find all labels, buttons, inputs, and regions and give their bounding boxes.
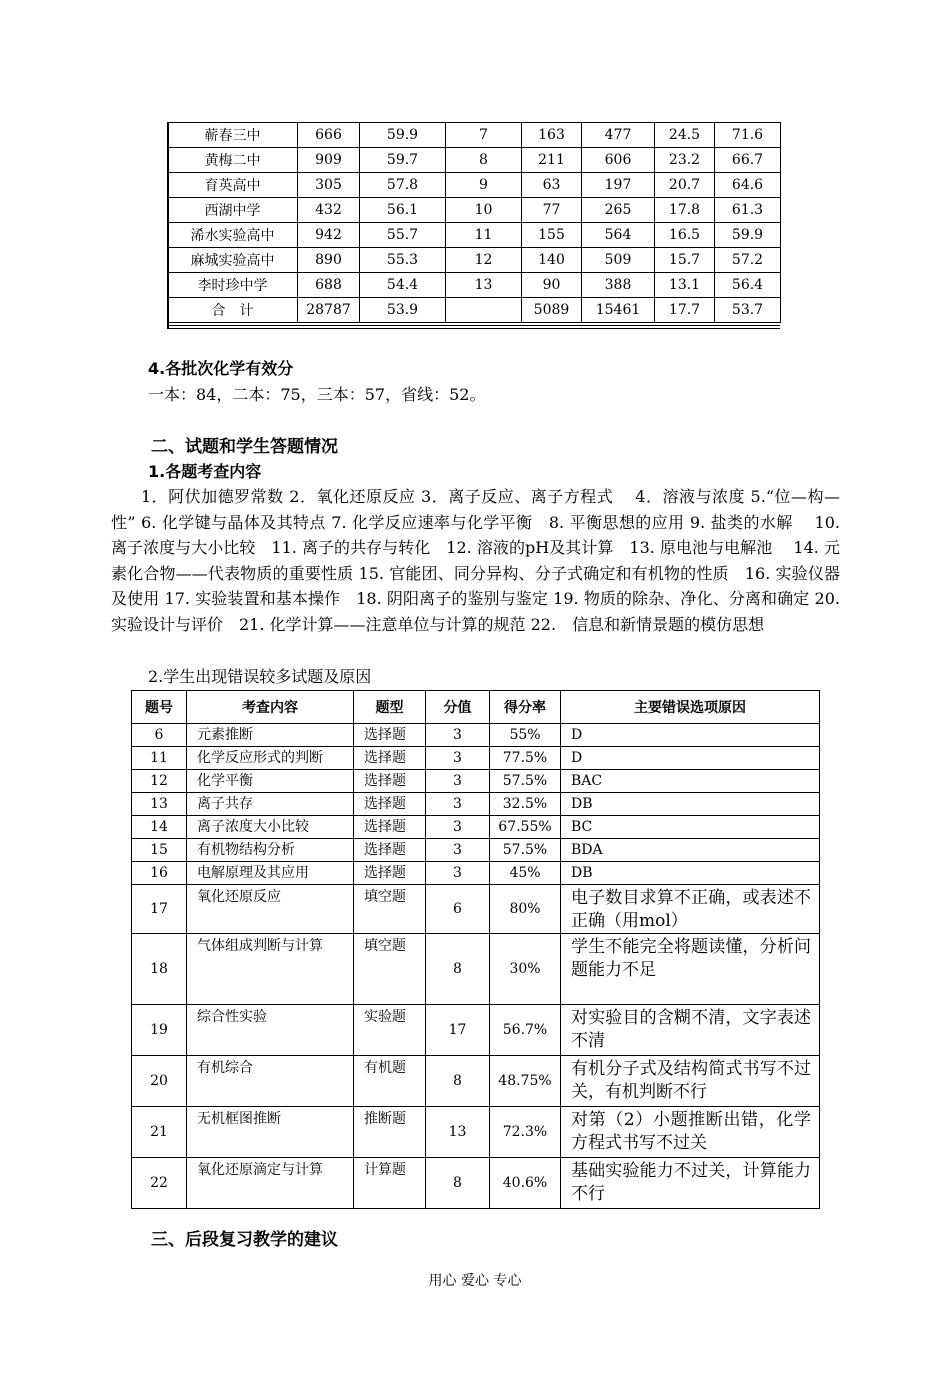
table-cell: 离子浓度大小比较 (187, 816, 354, 839)
table-cell: 学生不能完全将题读懂，分析问题能力不足 (561, 934, 820, 1005)
table-cell: 蕲春三中 (168, 123, 298, 148)
table-cell: 80% (490, 885, 561, 934)
table-cell: 6 (426, 885, 490, 934)
table-cell: 5089 (522, 298, 582, 323)
table-cell: 163 (522, 123, 582, 148)
table-row (132, 839, 820, 862)
table-cell: 8 (426, 934, 490, 1005)
table-cell: BAC (561, 770, 820, 793)
table-row (132, 770, 820, 793)
table-cell: 666 (298, 123, 360, 148)
table-cell: 选择题 (354, 862, 426, 885)
table-cell: 西湖中学 (168, 198, 298, 223)
table-cell: 实验题 (354, 1005, 426, 1056)
table-cell: 13 (446, 273, 522, 298)
table-cell: 942 (298, 223, 360, 248)
section-three-heading: 三、后段复习教学的建议 (151, 1230, 338, 1250)
table-cell: 140 (522, 248, 582, 273)
table-cell: 15 (132, 839, 187, 862)
table-cell: D (561, 747, 820, 770)
table-row (168, 123, 781, 148)
table-cell: 53.7 (715, 298, 781, 323)
table-cell: 综合性实验 (187, 1005, 354, 1056)
table-cell: 54.4 (360, 273, 446, 298)
table-cell: 8 (446, 148, 522, 173)
table-cell: 化学反应形式的判断 (187, 747, 354, 770)
table-cell: DB (561, 793, 820, 816)
table-cell: 8 (426, 1158, 490, 1209)
table-cell: 17.7 (655, 298, 715, 323)
table-cell: 63 (522, 173, 582, 198)
table-cell: 477 (582, 123, 655, 148)
table-cell: 90 (522, 273, 582, 298)
table-row (168, 248, 781, 273)
table-cell: 890 (298, 248, 360, 273)
score-table (167, 122, 781, 323)
table-cell: 基础实验能力不过关，计算能力不行 (561, 1158, 820, 1209)
table-cell: 3 (426, 724, 490, 747)
table-cell: 77.5% (490, 747, 561, 770)
table-cell: 57.5% (490, 839, 561, 862)
table-cell: 305 (298, 173, 360, 198)
table-cell: 28787 (298, 298, 360, 323)
table-row (132, 793, 820, 816)
table-cell: 李时珍中学 (168, 273, 298, 298)
table-cell: 57.5% (490, 770, 561, 793)
table-cell: 55.7 (360, 223, 446, 248)
table-cell: 59.7 (360, 148, 446, 173)
table-cell: 17.8 (655, 198, 715, 223)
table-cell: 选择题 (354, 793, 426, 816)
header-rate: 得分率 (490, 691, 561, 724)
header-reason: 主要错误选项原因 (561, 691, 820, 724)
table-cell: 氧化还原反应 (187, 885, 354, 934)
topics-paragraph: 1．阿伏加德罗常数 2．氧化还原反应 3．离子反应、离子方程式 4．溶液与浓度 5.“位—构—性” 6. 化学键与晶体及其特点 7. 化学反应速率与化学平衡 8. 平衡思想的应用 9. 盐类的水解 10. 离子浓度与大小比较 11. 离子的共存与转化 12. 溶液的pH及其计算 13. 原电池与电解池 14. 元素化合物——代表物质的重要性质 15. 官能团、同分异构、分子式确定和有机物的性质 16. 实验仪器及使用 17. 实验装置和基本操作 18. 阴阳离子的鉴别与鉴定 19. 物质的除杂、净化、分离和确定 20. 实验设计与评价 21. 化学计算——注意单位与计算的规范 22. 信息和新情景题的模仿思想 (111, 487, 840, 634)
header-content: 考查内容 (187, 691, 354, 724)
table-row (132, 724, 820, 747)
table-cell: 21 (132, 1107, 187, 1158)
table-row (132, 747, 820, 770)
table-row (168, 223, 781, 248)
table-cell: 11 (446, 223, 522, 248)
table-cell: 3 (426, 793, 490, 816)
table-cell: 56.7% (490, 1005, 561, 1056)
table-cell: 606 (582, 148, 655, 173)
table-cell: 有机分子式及结构简式书写不过关，有机判断不行 (561, 1056, 820, 1107)
table-cell: 432 (298, 198, 360, 223)
table-cell: 55% (490, 724, 561, 747)
table-cell: 电子数目求算不正确，或表述不正确（用mol） (561, 885, 820, 934)
table-cell: 黄梅二中 (168, 148, 298, 173)
section-two-sub1: 1.各题考查内容 (148, 462, 262, 481)
table-row (132, 1158, 820, 1209)
table-row (132, 885, 820, 934)
table-cell: 24.5 (655, 123, 715, 148)
table-cell: 3 (426, 747, 490, 770)
table-cell: 388 (582, 273, 655, 298)
table-cell: 选择题 (354, 816, 426, 839)
table-cell: 64.6 (715, 173, 781, 198)
table-cell: 计算题 (354, 1158, 426, 1209)
table-cell: 77 (522, 198, 582, 223)
table-cell: 13 (132, 793, 187, 816)
table-row (132, 1056, 820, 1107)
table-cell: 20 (132, 1056, 187, 1107)
table-cell: 13.1 (655, 273, 715, 298)
table-cell: 66.7 (715, 148, 781, 173)
table-cell: 19 (132, 1005, 187, 1056)
table-cell: 40.6% (490, 1158, 561, 1209)
table-cell: 45% (490, 862, 561, 885)
table-cell: 化学平衡 (187, 770, 354, 793)
table-cell: 3 (426, 816, 490, 839)
header-points: 分值 (426, 691, 490, 724)
table-cell: 8 (426, 1056, 490, 1107)
table-cell: 离子共存 (187, 793, 354, 816)
table-row (168, 148, 781, 173)
table-cell: 48.75% (490, 1056, 561, 1107)
table-cell: 265 (582, 198, 655, 223)
table-cell: 有机综合 (187, 1056, 354, 1107)
table-cell: 909 (298, 148, 360, 173)
score-table-frame-bottom (167, 325, 780, 329)
table-cell: 麻城实验高中 (168, 248, 298, 273)
table-cell: 6 (132, 724, 187, 747)
table-cell: 509 (582, 248, 655, 273)
table-cell: 57.2 (715, 248, 781, 273)
table-row (132, 934, 820, 1005)
header-number: 题号 (132, 691, 187, 724)
table-cell: 14 (132, 816, 187, 839)
error-table (131, 690, 820, 1209)
table-cell: 67.55% (490, 816, 561, 839)
table-cell: 11 (132, 747, 187, 770)
table-cell: 155 (522, 223, 582, 248)
table-cell: 20.7 (655, 173, 715, 198)
table-cell: 合 计 (168, 298, 298, 323)
table-cell: DB (561, 862, 820, 885)
table-cell: 18 (132, 934, 187, 1005)
table-cell: 211 (522, 148, 582, 173)
table-cell: 197 (582, 173, 655, 198)
table-cell: 3 (426, 770, 490, 793)
table-cell (446, 298, 522, 323)
table-cell: 23.2 (655, 148, 715, 173)
table-cell: 53.9 (360, 298, 446, 323)
table-cell: 3 (426, 839, 490, 862)
table-cell: 13 (426, 1107, 490, 1158)
table-cell: 72.3% (490, 1107, 561, 1158)
table-cell: 有机题 (354, 1056, 426, 1107)
table-cell: 61.3 (715, 198, 781, 223)
table-cell: 16.5 (655, 223, 715, 248)
table-cell: 564 (582, 223, 655, 248)
page-footer: 用心 爱心 专心 (428, 1273, 522, 1289)
table-cell: 元素推断 (187, 724, 354, 747)
section4-text: 一本：84，二本：75，三本：57，省线：52。 (148, 385, 486, 404)
section4-heading: 4.各批次化学有效分 (148, 359, 294, 378)
table-cell: 15.7 (655, 248, 715, 273)
table-cell: 选择题 (354, 770, 426, 793)
table-cell: 选择题 (354, 839, 426, 862)
table-row (132, 1107, 820, 1158)
table-cell: 30% (490, 934, 561, 1005)
table-cell: 填空题 (354, 934, 426, 1005)
table-cell: 55.3 (360, 248, 446, 273)
table-row (132, 862, 820, 885)
table-cell: 选择题 (354, 747, 426, 770)
table-cell: 688 (298, 273, 360, 298)
table-cell: 对实验目的含糊不清，文字表述不清 (561, 1005, 820, 1056)
table-cell: 选择题 (354, 724, 426, 747)
table-row (168, 198, 781, 223)
table-cell: 32.5% (490, 793, 561, 816)
table-cell: 56.1 (360, 198, 446, 223)
table-cell: 无机框图推断 (187, 1107, 354, 1158)
table-cell: 59.9 (360, 123, 446, 148)
table-cell: 填空题 (354, 885, 426, 934)
table-cell: 17 (426, 1005, 490, 1056)
table-cell: 气体组成判断与计算 (187, 934, 354, 1005)
table-cell: BDA (561, 839, 820, 862)
table-cell: 推断题 (354, 1107, 426, 1158)
table-cell: 12 (132, 770, 187, 793)
table-cell: 电解原理及其应用 (187, 862, 354, 885)
table-cell: 15461 (582, 298, 655, 323)
table-cell: BC (561, 816, 820, 839)
table-row (168, 298, 781, 323)
table-cell: 浠水实验高中 (168, 223, 298, 248)
table-row (168, 173, 781, 198)
section-two-heading: 二、试题和学生答题情况 (151, 437, 338, 457)
table-cell: 10 (446, 198, 522, 223)
table-row (168, 273, 781, 298)
table-row (132, 816, 820, 839)
table-cell: 对第（2）小题推断出错，化学方程式书写不过关 (561, 1107, 820, 1158)
table-cell: 56.4 (715, 273, 781, 298)
table-cell: 12 (446, 248, 522, 273)
table-cell: 71.6 (715, 123, 781, 148)
section-two-sub2: 2.学生出现错误较多试题及原因 (148, 667, 372, 686)
header-type: 题型 (354, 691, 426, 724)
table-cell: 16 (132, 862, 187, 885)
table-cell: D (561, 724, 820, 747)
table-cell: 3 (426, 862, 490, 885)
table-cell: 有机物结构分析 (187, 839, 354, 862)
table-cell: 育英高中 (168, 173, 298, 198)
table-cell: 9 (446, 173, 522, 198)
table-cell: 57.8 (360, 173, 446, 198)
table-row (132, 1005, 820, 1056)
table-cell: 59.9 (715, 223, 781, 248)
table-cell: 7 (446, 123, 522, 148)
table-cell: 17 (132, 885, 187, 934)
table-cell: 氧化还原滴定与计算 (187, 1158, 354, 1209)
table-cell: 22 (132, 1158, 187, 1209)
